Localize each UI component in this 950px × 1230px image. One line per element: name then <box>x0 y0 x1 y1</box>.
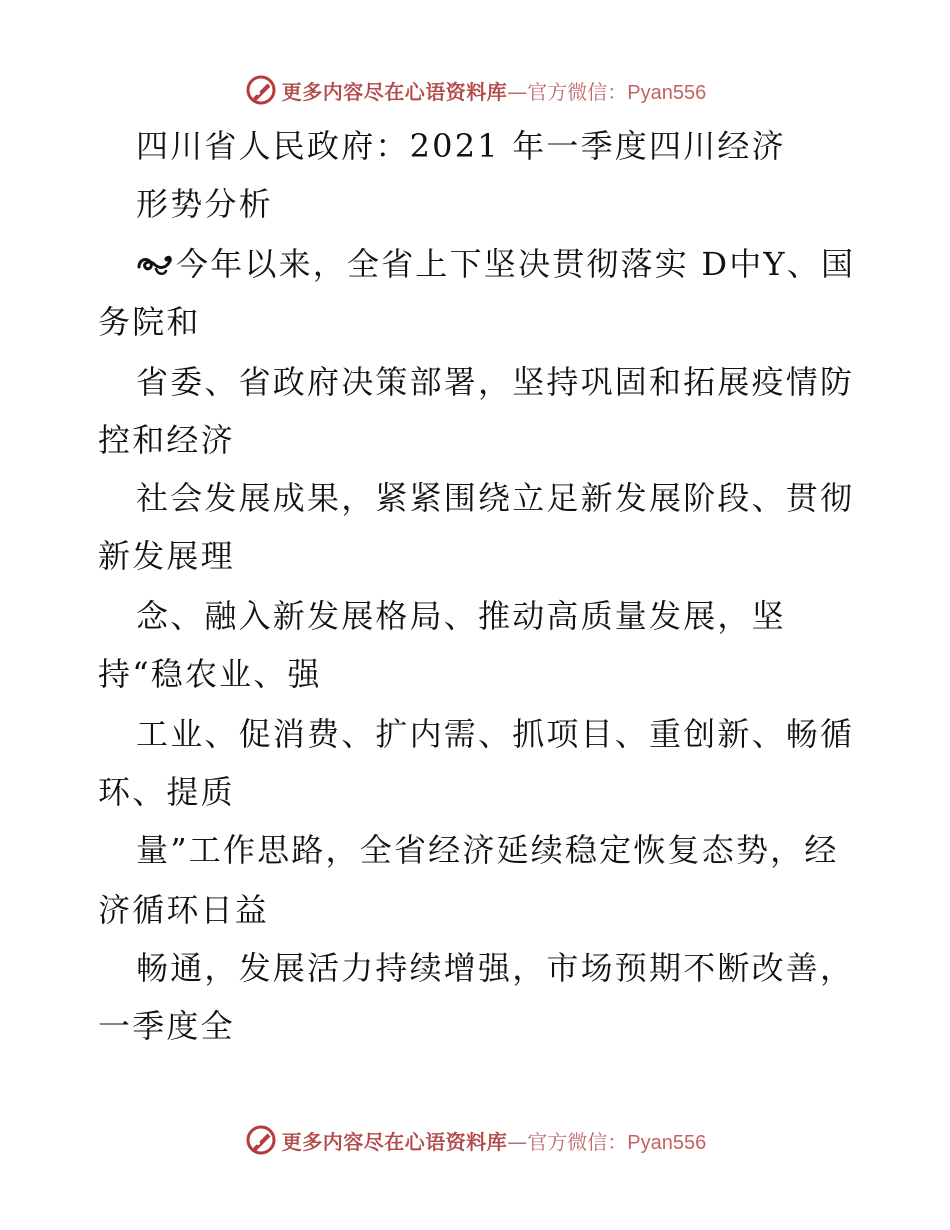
pen-nib-logo-icon <box>244 1123 278 1157</box>
paragraph-line-6: 新发展理 <box>98 537 235 575</box>
paragraph-line-7: 念、融入新发展格局、推动高质量发展，坚 <box>136 597 786 635</box>
footer-banner <box>0 1122 950 1158</box>
paragraph-line-13: 畅通，发展活力持续增强，市场预期不断改善， <box>136 949 855 987</box>
pen-nib-logo-icon <box>244 73 278 107</box>
banner-dash: — <box>507 1129 528 1154</box>
paragraph-line-12: 济循环日益 <box>98 891 270 929</box>
banner-wechat-id: Pyan556 <box>627 81 707 104</box>
paragraph-line-8: 持“稳农业、强 <box>98 655 322 693</box>
paragraph-line-4: 控和经济 <box>98 421 235 459</box>
document-title-line-2: 形势分析 <box>136 185 273 223</box>
banner-slogan: 更多内容尽在心语资料库 <box>281 1129 508 1154</box>
paragraph-line-11: 量”工作思路，全省经济延续稳定恢复态势，经 <box>136 831 839 869</box>
banner-text <box>282 76 706 105</box>
banner-slogan: 更多内容尽在心语资料库 <box>281 79 508 104</box>
banner-wechat-id: Pyan556 <box>627 1131 707 1154</box>
banner-dash: — <box>507 79 528 104</box>
banner-text <box>282 1126 706 1155</box>
paragraph-line-1-text: 今年以来，全省上下坚决贯彻落实 D中Y、国 <box>176 245 856 283</box>
paragraph-line-1 <box>136 244 855 284</box>
banner-wechat-label: 官方微信： <box>527 79 628 104</box>
paragraph-line-5: 社会发展成果，紧紧围绕立足新发展阶段、贯彻 <box>136 479 855 517</box>
paragraph-line-9: 工业、促消费、扩内需、抓项目、重创新、畅循 <box>136 715 855 753</box>
document-title-line-1: 四川省人民政府：2021 年一季度四川经济 <box>136 127 786 165</box>
paragraph-line-10: 环、提质 <box>98 773 235 811</box>
swirl-ornament-icon <box>136 249 174 279</box>
paragraph-line-2: 务院和 <box>98 303 201 341</box>
banner-wechat-label: 官方微信： <box>527 1129 628 1154</box>
paragraph-line-3: 省委、省政府决策部署，坚持巩固和拓展疫情防 <box>136 363 855 401</box>
header-banner <box>0 72 950 108</box>
paragraph-line-14: 一季度全 <box>98 1007 235 1045</box>
